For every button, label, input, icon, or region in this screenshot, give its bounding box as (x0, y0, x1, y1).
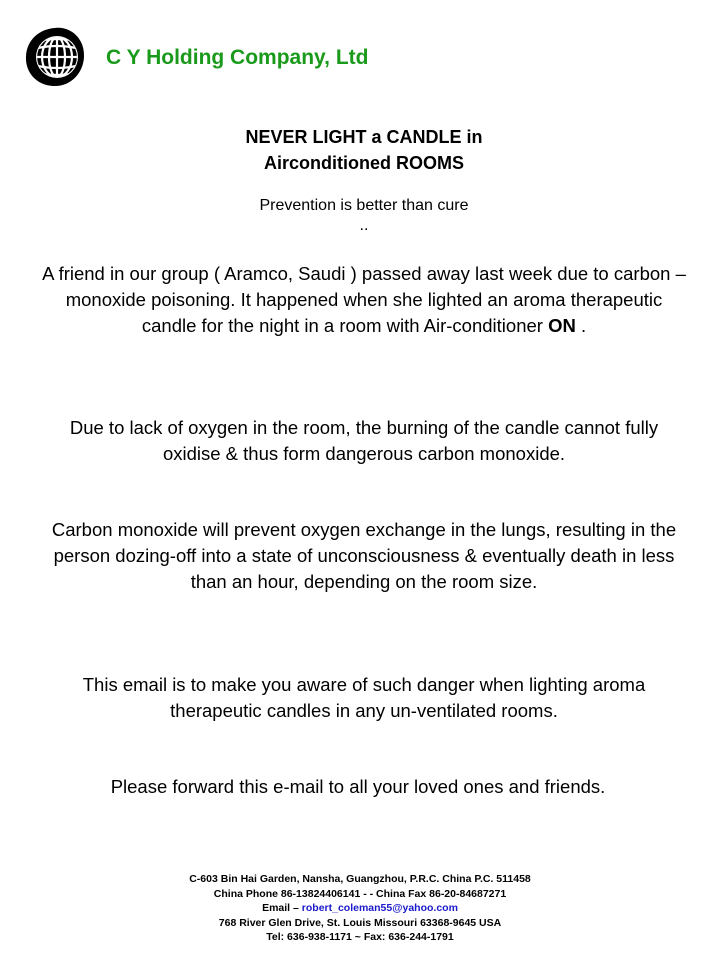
paragraph-1-end: . (575, 315, 587, 336)
paragraph-3: Carbon monoxide will prevent oxygen exchange in the lungs, resulting in the person dozing-off into a state of unconsciousness & eventually death in less than an hour, depending on the room size. (51, 519, 677, 592)
footer-phones: China Phone 86-13824406141 - - China Fax 86-20-84687271 (213, 887, 507, 900)
paragraph-4: This email is to make you aware of such danger when lighting aroma therapeutic candles in any un-ventilated rooms. (82, 674, 646, 721)
paragraph-1-text: A friend in our group ( Aramco, Saudi ) passed away last week due to carbon –monoxide poisoning. It happened when she lighted an aroma therapeutic candle for the night in a room with Air-conditioner (42, 263, 686, 336)
footer-tel-fax: Tel: 636-938-1171 ~ Fax: 636-244-1791 (266, 931, 454, 943)
paragraph-5: Please forward this e-mail to all your loved ones and friends. (110, 776, 606, 797)
footer-email-link[interactable]: robert_coleman55@yahoo.com (301, 902, 458, 914)
document-subtitle (0, 196, 720, 236)
paragraph-1-bold: ON (548, 315, 576, 336)
paragraph-1 (40, 261, 688, 339)
subtitle-line-2: .. (359, 217, 369, 234)
footer-address: C-603 Bin Hai Garden, Nansha, Guangzhou, P.R.C. China P.C. 511458 (189, 873, 531, 885)
globe-icon (24, 26, 86, 88)
company-name: C Y Holding Company, Ltd (106, 46, 369, 69)
footer (0, 872, 720, 945)
paragraph-2: Due to lack of oxygen in the room, the burning of the candle cannot fully oxidise & thus form dangerous carbon monoxide. (69, 417, 659, 464)
footer-email-line (0, 901, 720, 916)
footer-email-prefix: Email – (262, 902, 302, 914)
subtitle-line-1: Prevention is better than cure (259, 197, 469, 214)
title-line-1: NEVER LIGHT a CANDLE in (245, 127, 483, 147)
document-title (0, 124, 720, 176)
title-line-2: Airconditioned ROOMS (264, 153, 464, 173)
footer-us-address: 768 River Glen Drive, St. Louis Missouri 63368-9645 USA (218, 916, 502, 929)
